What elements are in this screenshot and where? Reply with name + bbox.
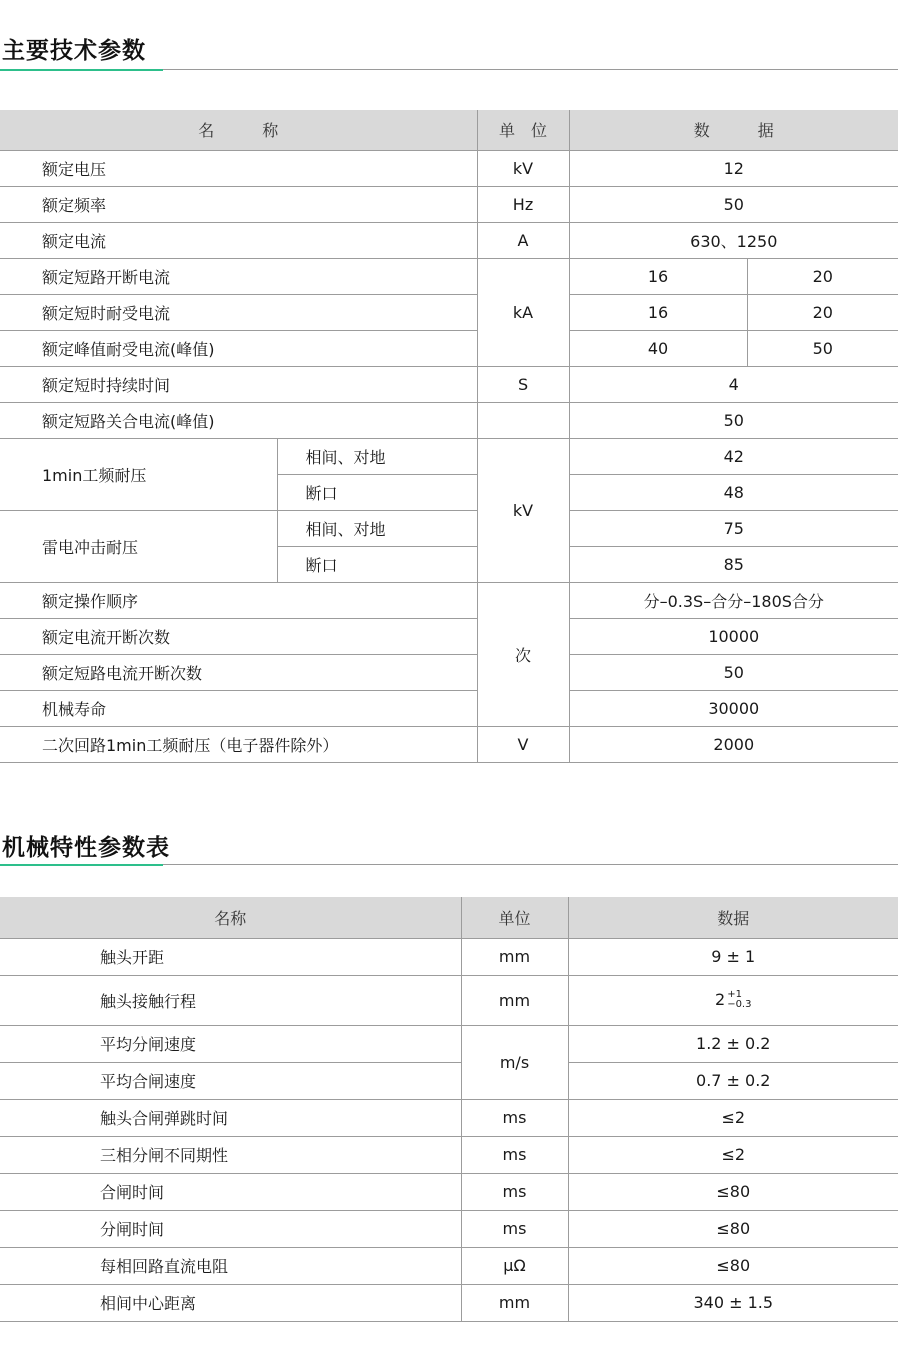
param-value: 12 — [569, 150, 898, 186]
table-row — [0, 1173, 898, 1210]
param-value: 340 ± 1.5 — [568, 1284, 898, 1321]
header-data: 数 据 — [569, 110, 898, 150]
param-name: 触头开距 — [0, 938, 461, 975]
header-unit: 单位 — [461, 897, 568, 938]
param-value: 0.7 ± 0.2 — [568, 1062, 898, 1099]
param-unit: S — [477, 366, 569, 402]
param-unit: V — [477, 726, 569, 762]
title-accent — [0, 69, 163, 71]
param-value-2: 20 — [747, 258, 898, 294]
param-value: 50 — [569, 186, 898, 222]
tech-params-table — [0, 110, 898, 763]
table-row — [0, 1210, 898, 1247]
param-value: 50 — [569, 654, 898, 690]
table-row — [0, 258, 898, 294]
param-unit: Hz — [477, 186, 569, 222]
param-name: 二次回路1min工频耐压（电子器件除外） — [0, 726, 477, 762]
param-value: 30000 — [569, 690, 898, 726]
param-value-2: 50 — [747, 330, 898, 366]
param-name: 分闸时间 — [0, 1210, 461, 1247]
title-accent — [0, 864, 163, 866]
table-row — [0, 1284, 898, 1321]
param-value: ≤2 — [568, 1099, 898, 1136]
param-name: 平均分闸速度 — [0, 1025, 461, 1062]
table-row — [0, 222, 898, 258]
table-row — [0, 438, 898, 474]
param-value: 42 — [569, 438, 898, 474]
param-value-1: 16 — [569, 258, 747, 294]
param-unit: A — [477, 222, 569, 258]
param-unit: mm — [461, 1284, 568, 1321]
param-unit: kV — [477, 438, 569, 582]
param-subname: 相间、对地 — [277, 438, 477, 474]
section-title-mechanical: 机械特性参数表 — [2, 835, 170, 861]
param-value: 48 — [569, 474, 898, 510]
table-row — [0, 1062, 898, 1099]
param-name: 额定电流 — [0, 222, 477, 258]
tolerance — [727, 990, 751, 1010]
param-name: 额定短路关合电流(峰值) — [0, 402, 477, 438]
param-name: 额定频率 — [0, 186, 477, 222]
param-name: 平均合闸速度 — [0, 1062, 461, 1099]
param-subname: 相间、对地 — [277, 510, 477, 546]
param-value: 2 — [715, 989, 726, 1009]
param-unit: ms — [461, 1173, 568, 1210]
param-name: 三相分闸不同期性 — [0, 1136, 461, 1173]
param-name: 额定峰值耐受电流(峰值) — [0, 330, 477, 366]
table-row — [0, 938, 898, 975]
param-value: 1.2 ± 0.2 — [568, 1025, 898, 1062]
table-row — [0, 510, 898, 546]
param-name: 额定电压 — [0, 150, 477, 186]
header-unit: 单 位 — [477, 110, 569, 150]
table-row — [0, 402, 898, 438]
param-unit: mm — [461, 938, 568, 975]
header-data: 数据 — [568, 897, 898, 938]
tolerance-lower: −0.3 — [727, 999, 752, 1011]
param-value-1: 40 — [569, 330, 747, 366]
param-subname: 断口 — [277, 546, 477, 582]
table-row — [0, 582, 898, 618]
param-value: ≤80 — [568, 1210, 898, 1247]
param-unit: 次 — [477, 582, 569, 726]
param-unit: kV — [477, 150, 569, 186]
table-row — [0, 294, 898, 330]
param-name: 相间中心距离 — [0, 1284, 461, 1321]
param-value: 85 — [569, 546, 898, 582]
param-name: 机械寿命 — [0, 690, 477, 726]
table-row — [0, 366, 898, 402]
table-row — [0, 1025, 898, 1062]
param-name: 合闸时间 — [0, 1173, 461, 1210]
param-unit: mm — [461, 975, 568, 1025]
table-row — [0, 1099, 898, 1136]
param-unit: ms — [461, 1099, 568, 1136]
param-unit: kA — [477, 258, 569, 366]
param-name: 额定短时持续时间 — [0, 366, 477, 402]
param-name: 触头接触行程 — [0, 975, 461, 1025]
param-value: 630、1250 — [569, 222, 898, 258]
param-value: 4 — [569, 366, 898, 402]
table-row — [0, 726, 898, 762]
table-row — [0, 330, 898, 366]
param-value: ≤80 — [568, 1247, 898, 1284]
param-value-2: 20 — [747, 294, 898, 330]
param-value: 分–0.3S–合分–180S合分 — [569, 582, 898, 618]
param-name: 1min工频耐压 — [0, 438, 277, 510]
param-unit: ms — [461, 1210, 568, 1247]
param-value: 9 ± 1 — [568, 938, 898, 975]
param-unit: μΩ — [461, 1247, 568, 1284]
param-name: 额定操作顺序 — [0, 582, 477, 618]
param-value: ≤2 — [568, 1136, 898, 1173]
param-value: ≤80 — [568, 1173, 898, 1210]
table-row — [0, 186, 898, 222]
param-name: 雷电冲击耐压 — [0, 510, 277, 582]
param-value: 10000 — [569, 618, 898, 654]
param-value-cell — [568, 975, 898, 1025]
param-name: 额定短路电流开断次数 — [0, 654, 477, 690]
mechanical-params-table — [0, 897, 898, 1322]
param-unit — [477, 402, 569, 438]
param-unit: ms — [461, 1136, 568, 1173]
table-row — [0, 654, 898, 690]
table-row — [0, 1247, 898, 1284]
header-name: 名称 — [0, 897, 461, 938]
section-title-tech-params: 主要技术参数 — [2, 38, 146, 64]
param-name: 额定短路开断电流 — [0, 258, 477, 294]
table-row — [0, 975, 898, 1025]
table-row — [0, 618, 898, 654]
param-value: 75 — [569, 510, 898, 546]
param-unit: m/s — [461, 1025, 568, 1099]
param-subname: 断口 — [277, 474, 477, 510]
param-name: 每相回路直流电阻 — [0, 1247, 461, 1284]
tolerance-upper: +1 — [727, 989, 742, 1001]
table-row — [0, 690, 898, 726]
param-name: 额定电流开断次数 — [0, 618, 477, 654]
table-row — [0, 1136, 898, 1173]
table-row — [0, 150, 898, 186]
header-name: 名 称 — [0, 110, 477, 150]
param-value-1: 16 — [569, 294, 747, 330]
param-name: 触头合闸弹跳时间 — [0, 1099, 461, 1136]
param-value: 2000 — [569, 726, 898, 762]
param-name: 额定短时耐受电流 — [0, 294, 477, 330]
param-value: 50 — [569, 402, 898, 438]
